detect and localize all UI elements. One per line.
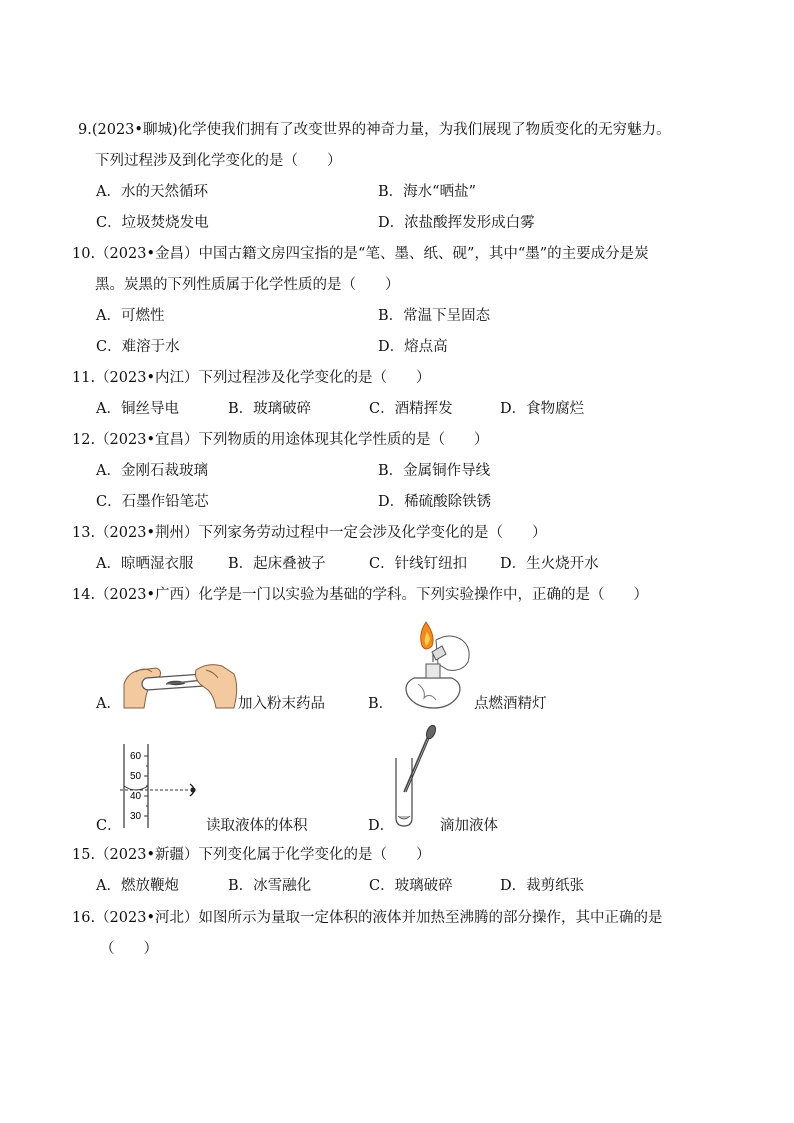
question-number: 13. [72,525,96,541]
tick-label: 30 [130,811,142,822]
question-number: 12. [72,432,96,448]
question-source: （2023•宜昌） [95,432,199,448]
option-d[interactable]: D．食物腐烂 [500,401,585,417]
question-13 [72,518,722,580]
question-source: （2023•河北） [95,910,199,926]
graduated-cylinder-figure [118,742,208,830]
question-source: （2023•广西） [95,587,199,603]
option-c[interactable]: C．针线钉纽扣 [369,556,468,572]
question-stem: 下列过程涉及化学变化的是（ ） [198,370,431,386]
option-row [78,208,728,239]
question-stem: 中国古籍文房四宝指的是“笔、墨、纸、砚”，其中“墨”的主要成分是炭 [198,246,649,262]
option-row [72,301,722,332]
question-stem: 下列物质的用途体现其化学性质的是（ ） [198,432,489,448]
option-c[interactable]: C．玻璃破碎 [369,878,453,894]
option-row [72,394,722,425]
tick-label: 60 [130,751,142,762]
question-source: （2023•荆州） [95,525,199,541]
option-c[interactable]: C．石墨作铅笔芯 [96,494,209,510]
option-a-caption: 加入粉末药品 [238,696,325,712]
question-16 [72,903,722,965]
option-a[interactable]: A．铜丝导电 [96,401,179,417]
option-row [72,487,722,518]
option-b-caption: 点燃酒精灯 [474,696,547,712]
question-number: 9. [78,122,92,138]
option-a[interactable]: A．可燃性 [96,308,165,324]
option-a[interactable]: A．燃放鞭炮 [96,878,179,894]
dropper-figure [392,722,440,830]
question-source: （2023•金昌） [95,246,199,262]
option-row [78,177,728,208]
question-12 [72,425,722,518]
option-b[interactable]: B．金属铜作导线 [378,463,491,479]
option-d-caption: 滴加液体 [440,818,498,834]
question-9 [78,115,728,239]
option-d[interactable]: D．裁剪纸张 [500,878,585,894]
option-c[interactable]: C．酒精挥发 [369,401,453,417]
option-b[interactable]: B．海水“晒盐” [378,184,476,200]
option-c[interactable]: C．难溶于水 [96,339,180,355]
option-c-caption: 读取液体的体积 [206,818,308,834]
option-a[interactable]: A．水的天然循环 [96,184,208,200]
question-15 [72,840,722,902]
option-a-letter[interactable]: A． [96,696,121,712]
option-b[interactable]: B．玻璃破碎 [228,401,312,417]
option-a[interactable]: A．金刚石裁玻璃 [96,463,208,479]
tick-label: 50 [130,771,142,782]
question-source: （2023•新疆） [95,847,199,863]
question-number: 14. [72,587,96,603]
question-stem: 下列家务劳动过程中一定会涉及化学变化的是（ ） [198,525,547,541]
question-stem-cont: 黑。炭黑的下列性质属于化学性质的是（ ） [95,277,400,293]
question-number: 15. [72,847,96,863]
option-row [72,332,722,363]
question-stem: 化学是一门以实验为基础的学科。下列实验操作中，正确的是（ ） [198,587,649,603]
option-d[interactable]: D．熔点高 [378,339,448,355]
question-number: 16. [72,910,96,926]
option-d-letter[interactable]: D． [368,818,395,834]
option-b[interactable]: B．起床叠被子 [228,556,326,572]
question-source: (2023•聊城) [91,122,178,138]
question-stem: 下列变化属于化学变化的是（ ） [198,847,431,863]
option-c-letter[interactable]: C． [96,818,122,834]
question-source: （2023•内江） [95,370,199,386]
question-number: 10. [72,246,96,262]
question-stem-cont: （ ） [100,941,158,957]
option-c[interactable]: C．垃圾焚烧发电 [96,215,209,231]
option-d[interactable]: D．稀硫酸除铁锈 [378,494,492,510]
question-stem-cont: 下列过程涉及到化学变化的是（ ） [95,153,342,169]
question-10 [72,239,722,363]
option-d[interactable]: D．浓盐酸挥发形成白雾 [378,215,535,231]
option-b[interactable]: B．冰雪融化 [228,878,312,894]
option-d[interactable]: D．生火烧开水 [500,556,599,572]
add-powder-figure [122,658,238,710]
option-row [72,871,722,902]
question-stem: 如图所示为量取一定体积的液体并加热至沸腾的部分操作，其中正确的是 [198,910,663,926]
option-b-letter[interactable]: B． [368,696,394,712]
alcohol-lamp-figure [396,618,476,714]
option-a[interactable]: A．晾晒湿衣服 [96,556,194,572]
question-number: 11. [72,370,96,386]
option-row [72,456,722,487]
option-b[interactable]: B．常温下呈固态 [378,308,491,324]
question-stem: 化学使我们拥有了改变世界的神奇力量，为我们展现了物质变化的无穷魅力。 [177,122,671,138]
pupil-icon [190,787,195,792]
question-11 [72,363,722,425]
option-row [72,549,722,580]
question-14 [72,580,722,611]
tick-label: 40 [130,791,142,802]
